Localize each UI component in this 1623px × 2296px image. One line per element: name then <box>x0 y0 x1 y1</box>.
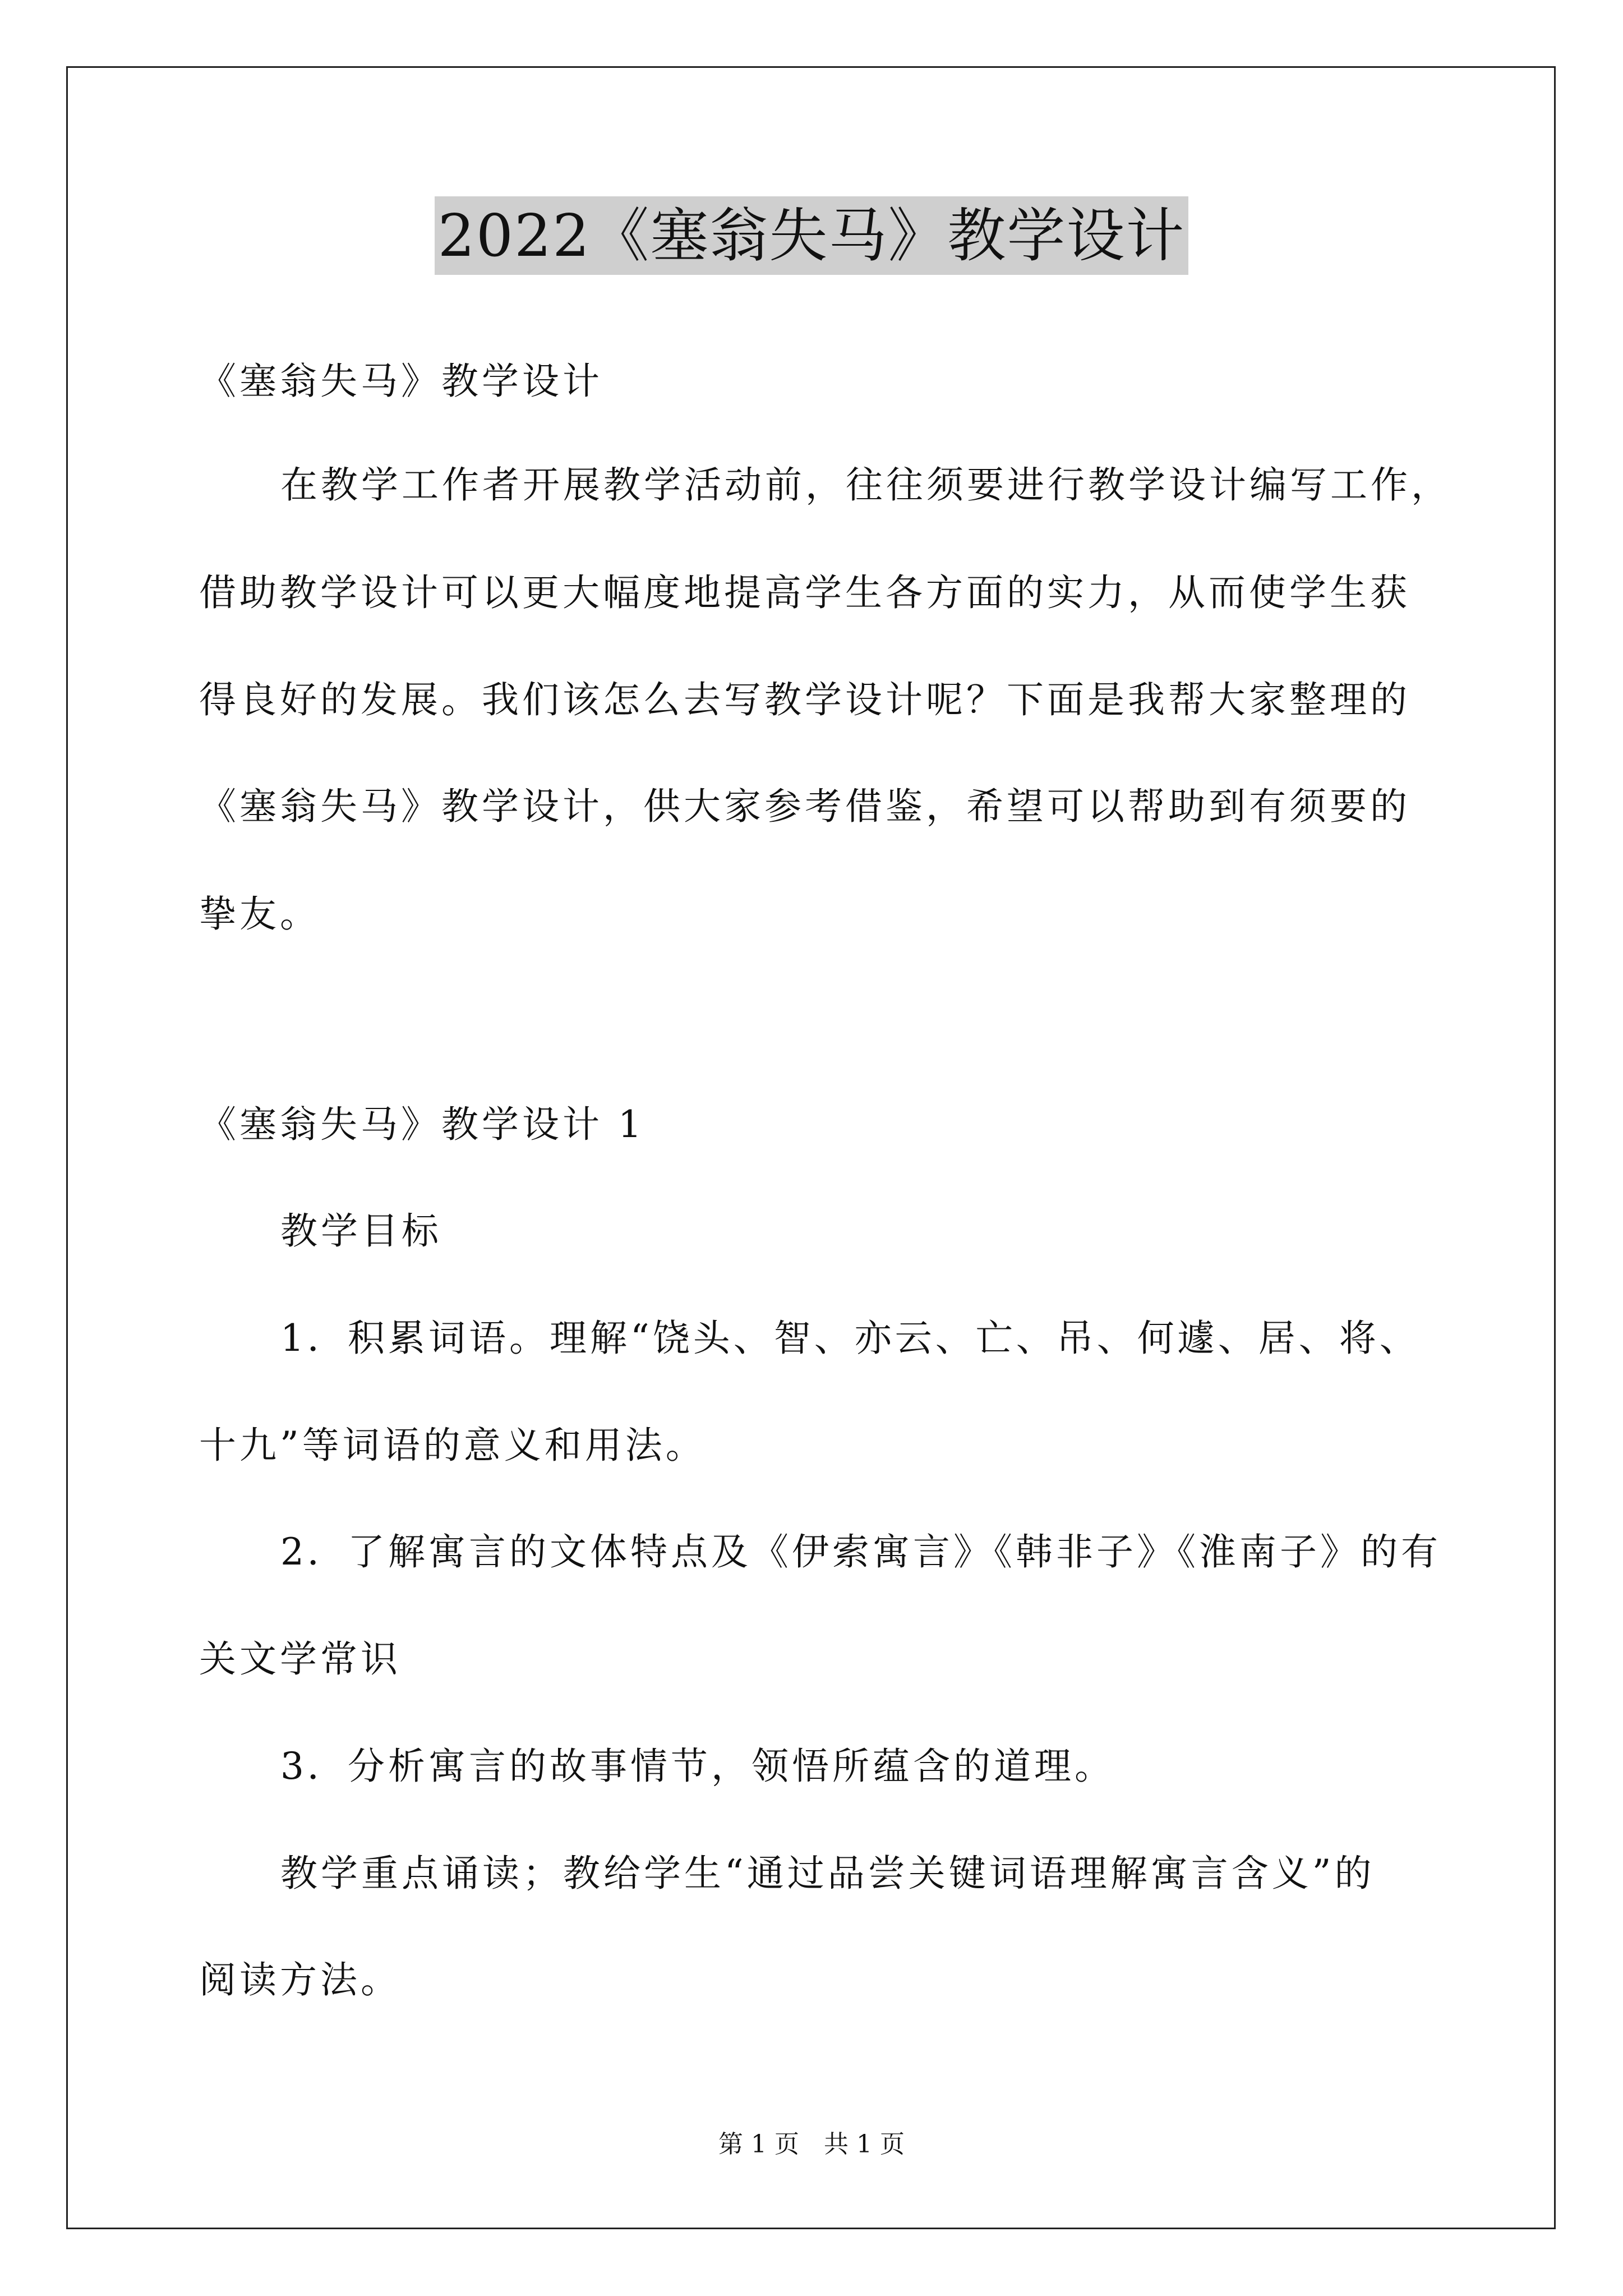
list-item-line: 2．了解寓言的文体特点及《伊索寓言》《韩非子》《淮南子》的有 <box>280 1530 1441 1573</box>
list-item-line: 关文学常识 <box>199 1637 401 1681</box>
paragraph-line: 在教学工作者开展教学活动前，往往须要进行教学设计编写工作， <box>280 463 1451 507</box>
paragraph-line: 教学重点诵读；教给学生“通过品尝关键词语理解寓言含义”的 <box>280 1852 1375 1895</box>
section-heading: 《塞翁失马》教学设计 1 <box>199 1103 645 1146</box>
subtitle-line: 《塞翁失马》教学设计 <box>199 360 603 403</box>
page-footer: 第 1 页 共 1 页 <box>718 2130 905 2159</box>
title-container <box>0 196 1623 275</box>
paragraph-line: 《塞翁失马》教学设计，供大家参考借鉴，希望可以帮助到有须要的 <box>199 785 1410 828</box>
paragraph-line: 阅读方法。 <box>199 1958 401 2001</box>
paragraph-line: 得良好的发展。我们该怎么去写教学设计呢？下面是我帮大家整理的 <box>199 678 1410 721</box>
paragraph-line: 借助教学设计可以更大幅度地提高学生各方面的实力，从而使学生获 <box>199 571 1410 614</box>
document-title: 2022《塞翁失马》教学设计 <box>435 196 1189 275</box>
paragraph-line: 挚友。 <box>199 892 320 936</box>
list-item-line: 十九”等词语的意义和用法。 <box>199 1424 706 1467</box>
list-item-line: 3．分析寓言的故事情节，领悟所蕴含的道理。 <box>280 1745 1115 1788</box>
list-item-line: 1．积累词语。理解“饶头、智、亦云、亡、吊、何遽、居、将、 <box>280 1317 1420 1360</box>
section-subheading: 教学目标 <box>280 1209 442 1253</box>
